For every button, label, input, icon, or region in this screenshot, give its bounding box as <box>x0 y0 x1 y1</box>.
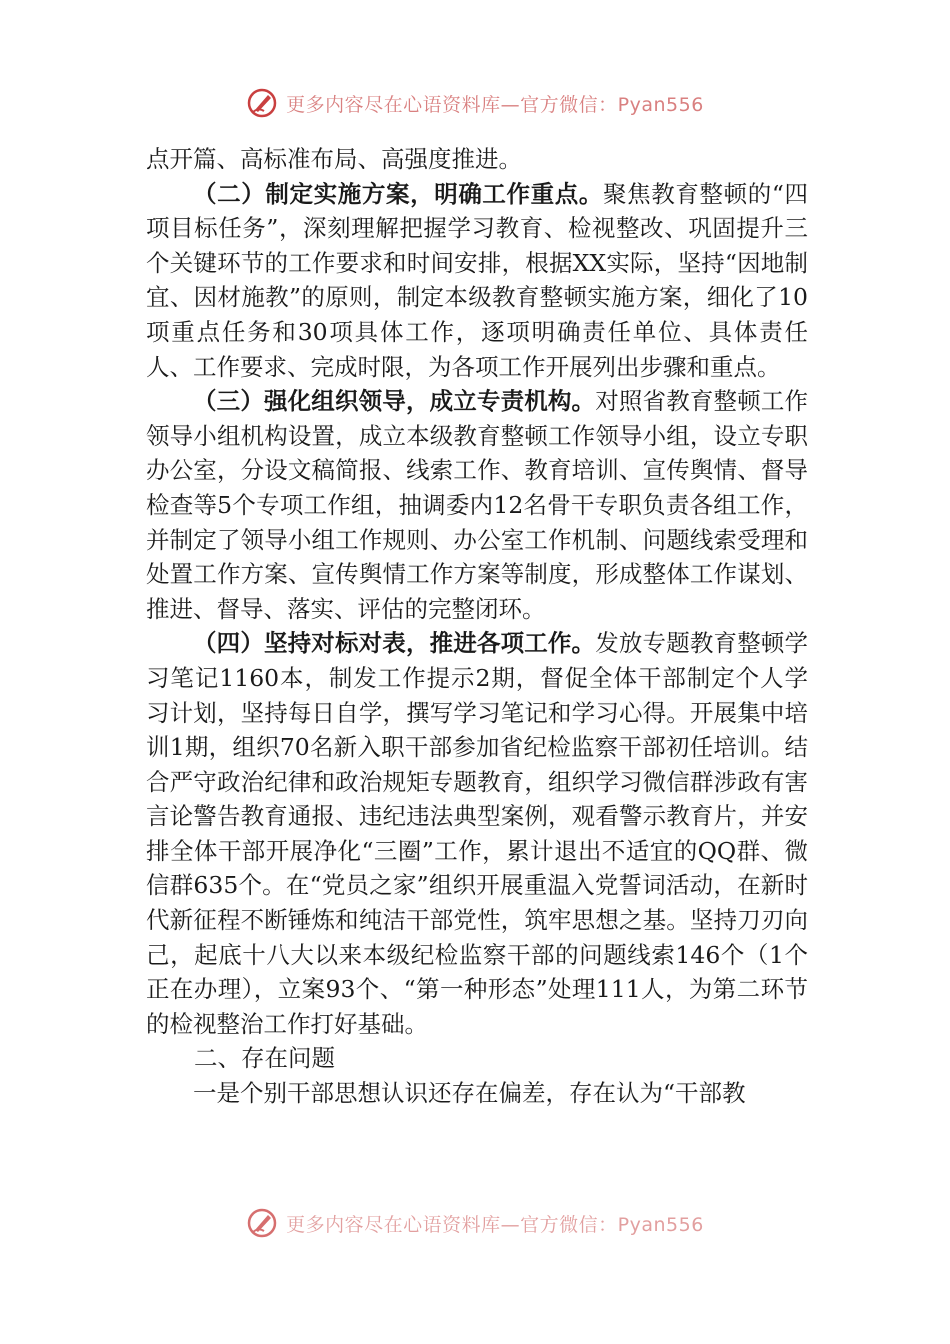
watermark-bottom <box>0 1206 950 1240</box>
paragraph-organization <box>146 384 808 626</box>
paragraph-lead: （四）坚持对标对表，推进各项工作。 <box>193 629 596 658</box>
paragraph-lead: （二）制定实施方案，明确工作重点。 <box>193 179 604 208</box>
document-body <box>146 142 808 1111</box>
paragraph-continuation: 点开篇、高标准布局、高强度推进。 <box>146 145 522 173</box>
paragraph-text: 聚焦教育整顿的“四项目标任务”，深刻理解把握学习教育、检视整改、巩固提升三个关键环节的工作要求和时间安排，根据XX实际，坚持“因地制宜、因材施教”的原则，制定本级教育整顿实施方案，细化了10项重点任务和30项具体工作，逐项明确责任单位、具体责任人、工作要求、完成时限，为各项工作开展列出步骤和重点。 <box>146 179 809 381</box>
paragraph-implementation-plan <box>146 177 808 385</box>
watermark-text: 更多内容尽在心语资料库—官方微信：Pyan556 <box>286 1213 704 1236</box>
pen-logo-icon <box>246 87 278 119</box>
paragraph-lead: （三）强化组织领导，成立专责机构。 <box>193 387 596 416</box>
section-heading: 二、存在问题 <box>194 1044 335 1073</box>
watermark-text: 更多内容尽在心语资料库—官方微信：Pyan556 <box>286 93 704 116</box>
pen-logo-icon <box>246 1207 278 1239</box>
paragraph-text: 发放专题教育整顿学习笔记1160本，制发工作提示2期，督促全体干部制定个人学习计划，坚持每日自学，撰写学习笔记和学习心得。开展集中培训1期，组织70名新入职干部参加省纪检监察干部初任培训。结合严守政治纪律和政治规矩专题教育，组织学习微信群涉政有害言论警告教育通报、违纪违法典型案例，观看警示教育片，并安排全体干部开展净化“三圈”工作，累计退出不适宜的QQ群、微信群635个。在“党员之家”组织开展重温入党誓词活动，在新时代新征程不断锤炼和纯洁干部党性，筑牢思想之基。坚持刀刃向己，起底十八大以来本级纪检监察干部的问题线索146个（1个正在办理），立案93个、“第一种形态”处理111人，为第二环节的检视整治工作打好基础。 <box>146 629 809 1038</box>
paragraph-text: 对照省教育整顿工作领导小组机构设置，成立本级教育整顿工作领导小组，设立专职办公室，分设文稿简报、线索工作、教育培训、宣传舆情、督导检查等5个专项工作组，抽调委内12名骨干专职负责各组工作，并制定了领导小组工作规则、办公室工作机制、问题线索受理和处置工作方案、宣传舆情工作方案等制度，形成整体工作谋划、推进、督导、落实、评估的完整闭环。 <box>146 387 809 623</box>
paragraph-problems: 一是个别干部思想认识还存在偏差，存在认为“干部教 <box>193 1079 746 1108</box>
watermark-top <box>0 86 950 120</box>
paragraph-benchmarking <box>146 626 808 1041</box>
